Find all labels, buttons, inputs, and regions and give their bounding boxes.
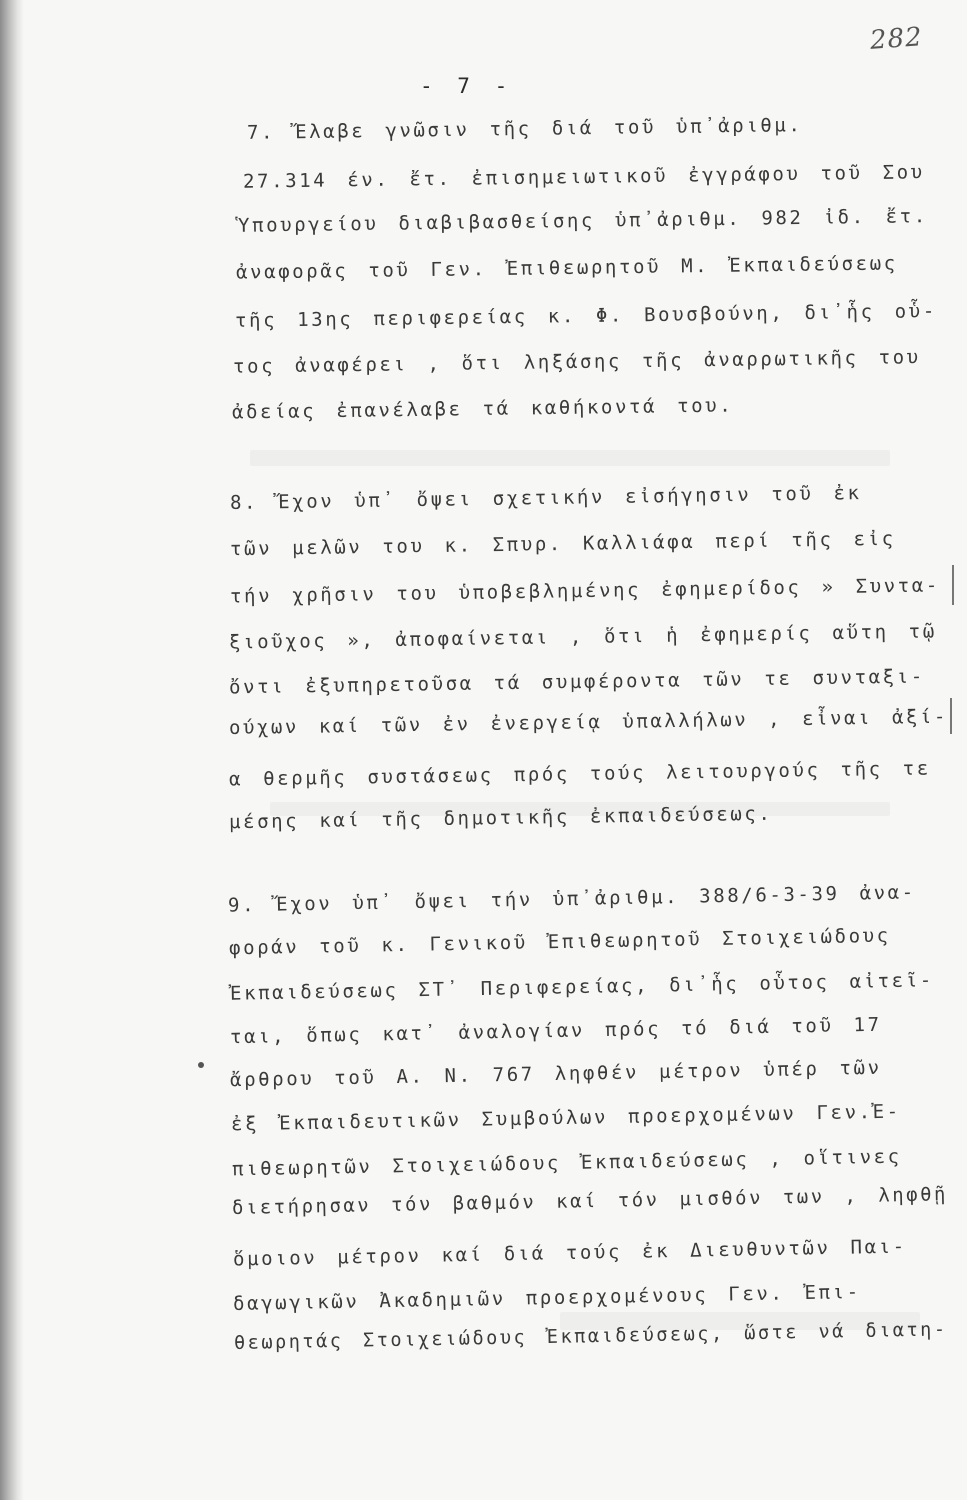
text-line: 9. Ἔχον ὑπ᾿ ὄψει τήν ὑπ᾿ἀριθμ. 388/6-3-39 ἀνα- xyxy=(227,881,916,917)
text-line: ὅμοιον μέτρον καί διά τούς ἐκ Διευθυντῶν Παι- xyxy=(232,1235,907,1271)
text-line: πιθεωρητῶν Στοιχειώδους Ἐκπαιδεύσεως , οἵτινες xyxy=(231,1145,902,1181)
text-line: ἄρθρου τοῦ Α. Ν. 767 ληφθέν μέτρον ὑπέρ τῶν xyxy=(229,1056,882,1092)
handwritten-page-number: 282 xyxy=(869,22,924,56)
text-line: φοράν τοῦ κ. Γενικοῦ Ἐπιθεωρητοῦ Στοιχειώδους xyxy=(228,924,891,960)
text-line: 27.314 έν. ἔτ. ἐπισημειωτικοῦ ἐγγράφου τοῦ Σου xyxy=(242,161,925,193)
text-line: τῶν μελῶν του κ. Σπυρ. Καλλιάφα περί τῆς εἰς xyxy=(229,527,896,561)
page-number: - 7 - xyxy=(420,74,514,98)
show-through-mark xyxy=(250,450,890,466)
text-line: θεωρητάς Στοιχειώδους Ἐκπαιδεύσεως, ὥστε νά διατη- xyxy=(233,1318,948,1354)
text-line: ὄντι ἐξυπηρετοῦσα τά συμφέροντα τῶν τε συνταξι- xyxy=(228,665,925,699)
text-line: α θερμῆς συστάσεως πρός τούς λειτουργούς τῆς τε xyxy=(228,757,931,791)
binding-shadow xyxy=(0,0,24,1500)
margin-dot xyxy=(198,1062,204,1068)
text-line: 8. Ἔχον ὑπ᾿ ὄψει σχετικήν εἰσήγησιν τοῦ ἐκ xyxy=(229,482,862,514)
text-line: ἀδείας ἐπανέλαβε τά καθήκοντά του. xyxy=(231,394,734,424)
margin-tick xyxy=(952,565,954,605)
text-line: ούχων καί τῶν ἐν ἐνεργείᾳ ὑπαλλήλων , εἶναι ἀξί- xyxy=(228,705,949,739)
text-line: τος ἀναφέρει , ὅτι ληξάσης τῆς ἀναρρωτικῆς του xyxy=(232,346,921,378)
text-line: διετήρησαν τόν βαθμόν καί τόν μισθόν των , ληφθῇ xyxy=(231,1183,949,1219)
text-line: μέσης καί τῆς δημοτικῆς ἐκπαιδεύσεως. xyxy=(228,802,773,834)
text-line: Ὑπουργείου διαβιβασθείσης ὑπ᾿ἀριθμ. 982 ἰδ. ἔτ. xyxy=(237,205,928,237)
text-line: τήν χρῆσιν του ὑποβεβλημένης ἐφημερίδος » Συντα- xyxy=(229,574,941,608)
margin-tick xyxy=(950,698,952,734)
text-line: ἀναφορᾶς τοῦ Γεν. Ἐπιθεωρητοῦ Μ. Ἐκπαιδεύσεως xyxy=(235,252,898,284)
text-line: ται, ὅπως κατ᾿ ἀναλογίαν πρός τό διά τοῦ 17 xyxy=(229,1013,882,1049)
text-line: ἐξ Ἐκπαιδευτικῶν Συμβούλων προερχομένων Γεν.Ἐ- xyxy=(230,1100,901,1136)
text-line: ξιοῦχος », ἀποφαίνεται , ὅτι ἡ ἐφημερίς αὕτη τῷ xyxy=(228,620,937,654)
text-line: Ἐκπαιδεύσεως ΣΤ᾿ Περιφερείας, δι᾿ἧς οὗτος αἰτεῖ- xyxy=(229,969,935,1005)
text-line: 7. Ἔλαβε γνῶσιν τῆς διά τοῦ ὑπ᾿ἀριθμ. xyxy=(246,114,803,144)
text-line: δαγωγικῶν Ἀκαδημιῶν προερχομένους Γεν. Ἐπι- xyxy=(232,1280,861,1316)
text-line: τῆς 13ης περιφερείας κ. Φ. Βουσβούνη, δι᾿ἧς οὗ- xyxy=(234,300,937,332)
